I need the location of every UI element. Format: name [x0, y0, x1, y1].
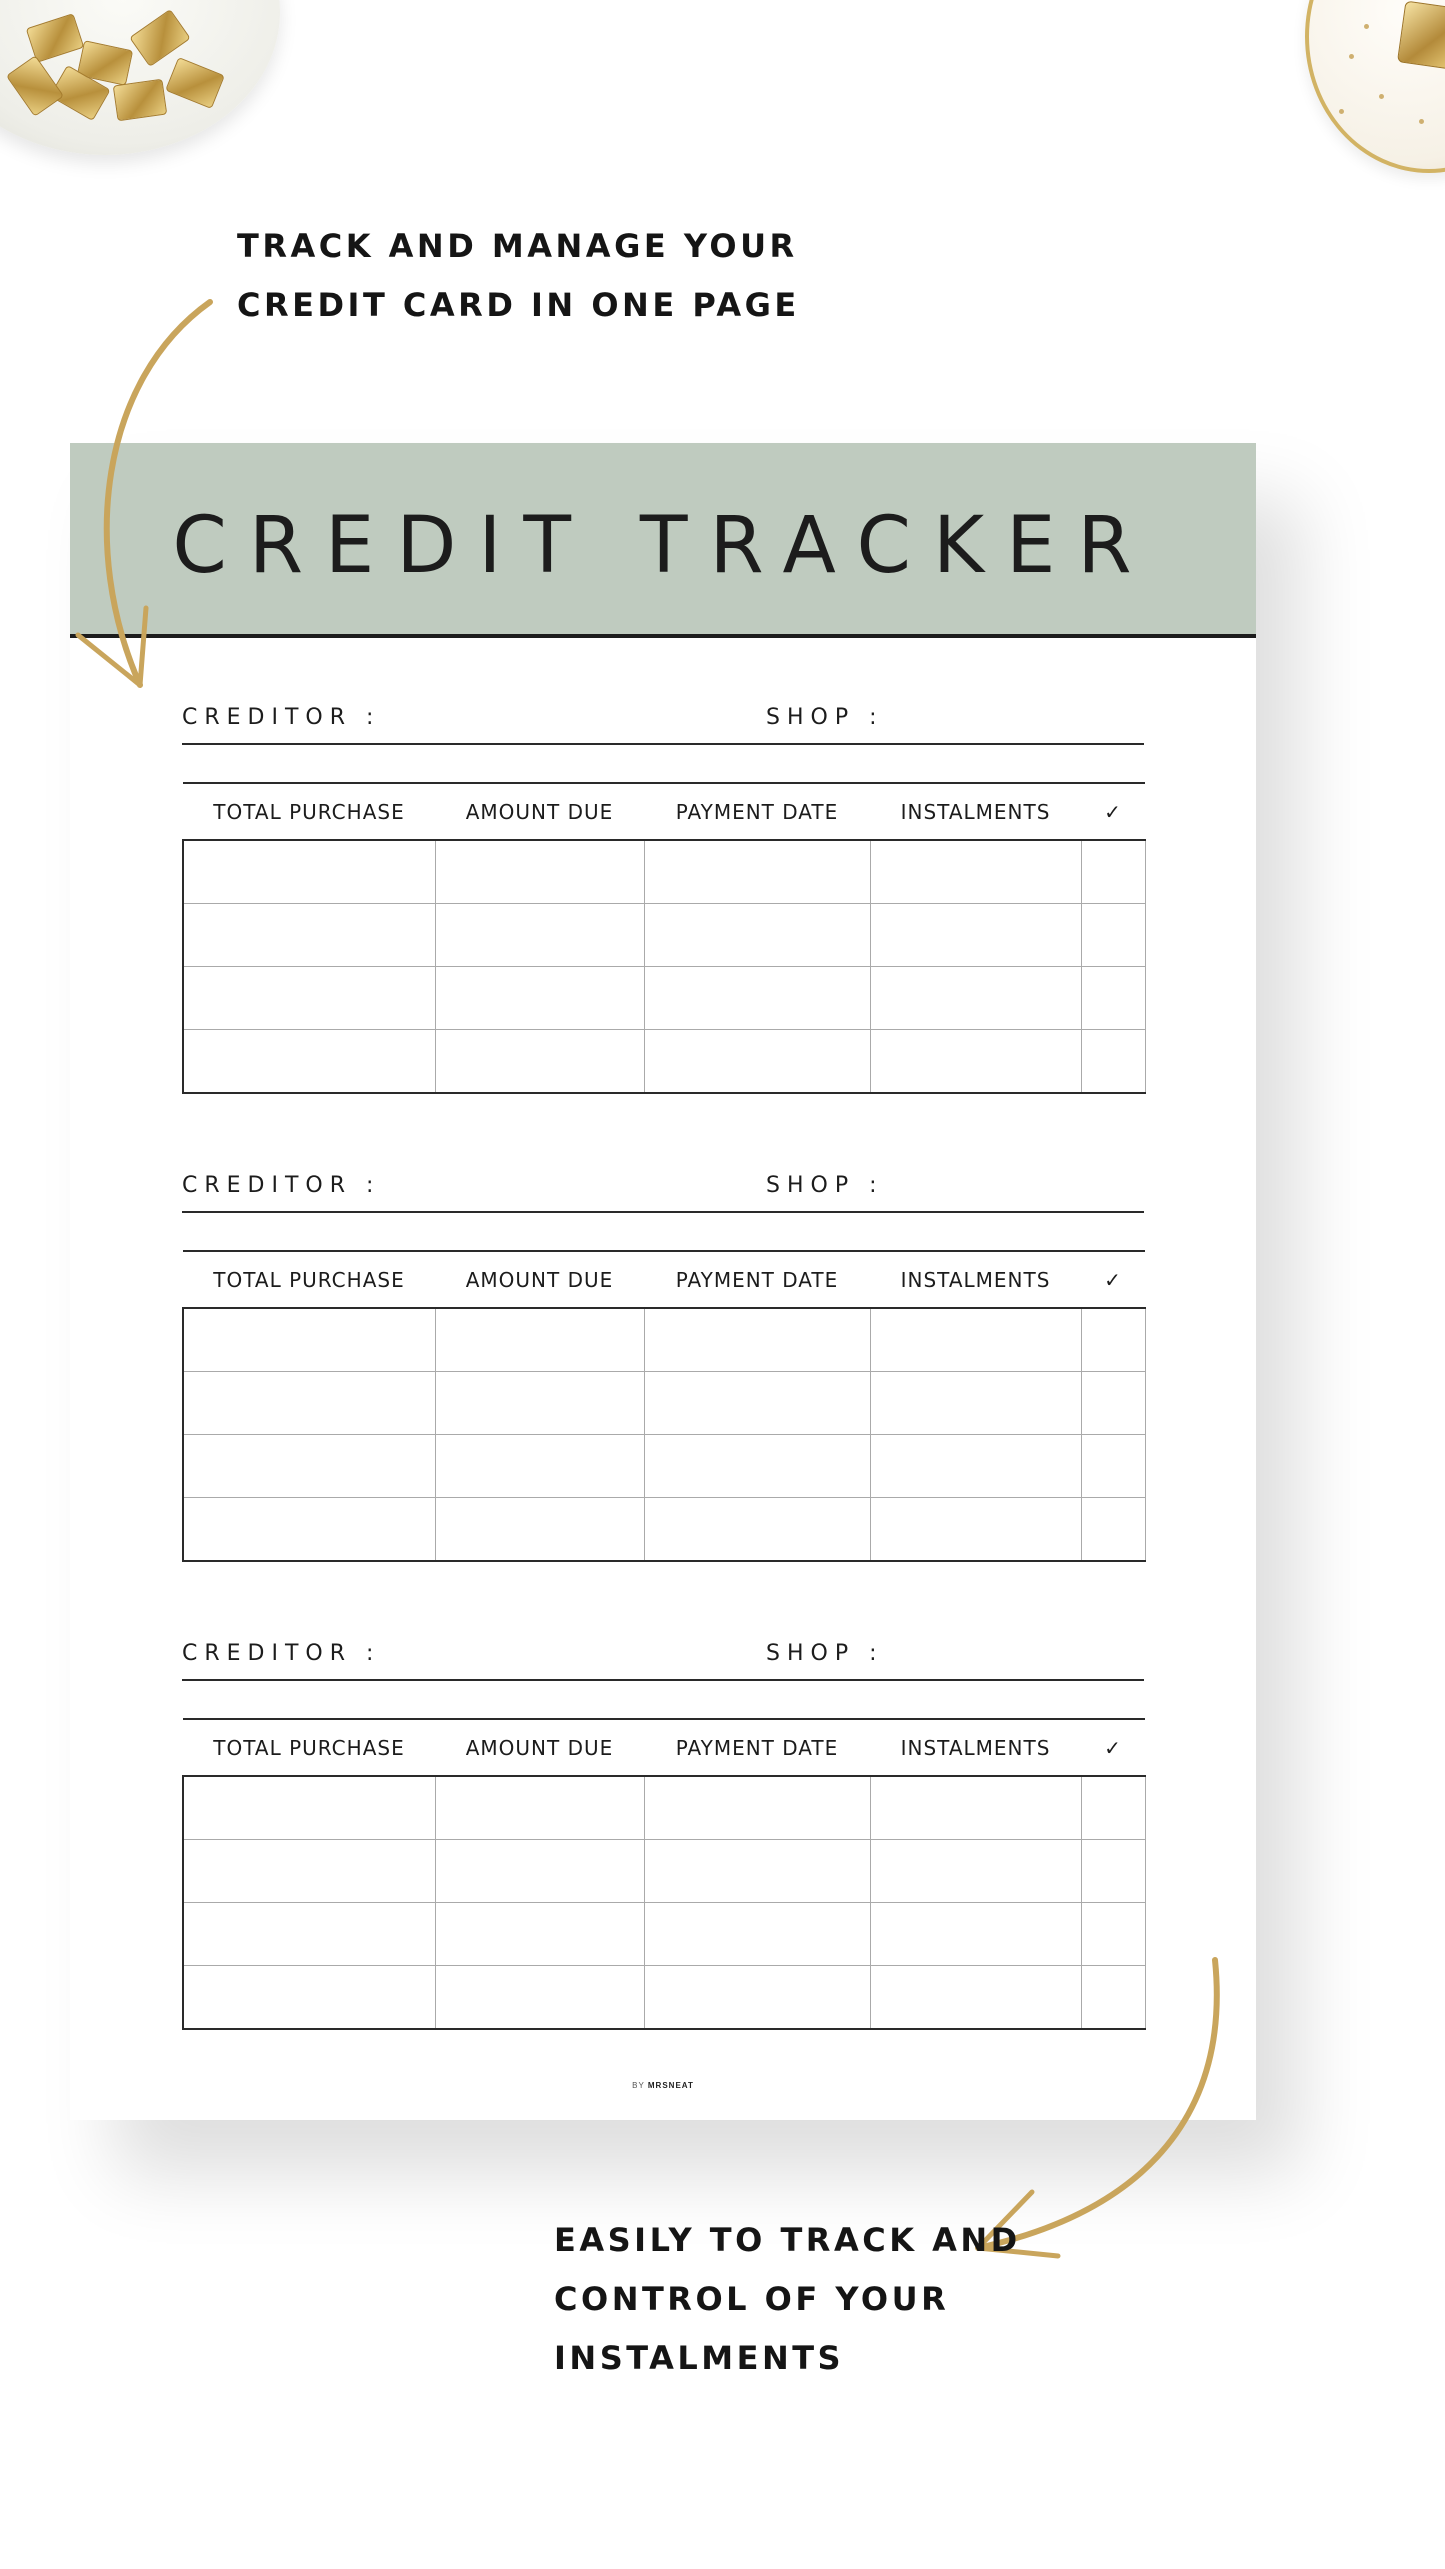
table-cell[interactable]	[435, 1498, 644, 1562]
table-cell[interactable]	[644, 1308, 870, 1372]
shop-label: SHOP :	[766, 705, 884, 730]
credit-table	[182, 782, 1146, 1094]
check-cell[interactable]	[1081, 1498, 1145, 1562]
table-cell[interactable]	[870, 840, 1081, 904]
creditor-label: CREDITOR :	[182, 1173, 381, 1198]
table-cell[interactable]	[870, 1435, 1081, 1498]
table-cell[interactable]	[870, 967, 1081, 1030]
table-cell[interactable]	[644, 1498, 870, 1562]
table-cell[interactable]	[644, 840, 870, 904]
check-cell[interactable]	[1081, 1372, 1145, 1435]
table-row	[183, 904, 1145, 967]
gold-dish-icon	[1305, 0, 1445, 173]
table-cell[interactable]	[435, 1840, 644, 1903]
creditor-line	[182, 1679, 1144, 1681]
column-header: TOTAL PURCHASE	[183, 1251, 435, 1308]
table-cell[interactable]	[435, 1308, 644, 1372]
column-header: AMOUNT DUE	[435, 783, 644, 840]
table-cell[interactable]	[183, 1308, 435, 1372]
top-caption	[237, 217, 800, 335]
table-cell[interactable]	[183, 1903, 435, 1966]
table-cell[interactable]	[183, 1840, 435, 1903]
title-band	[70, 443, 1256, 638]
checkmark-icon: ✓	[1081, 783, 1145, 840]
table-cell[interactable]	[644, 1372, 870, 1435]
check-cell[interactable]	[1081, 1435, 1145, 1498]
table-row	[183, 840, 1145, 904]
column-header: AMOUNT DUE	[435, 1719, 644, 1776]
table-cell[interactable]	[644, 1966, 870, 2030]
table-cell[interactable]	[183, 1966, 435, 2030]
table-cell[interactable]	[183, 1435, 435, 1498]
column-header: AMOUNT DUE	[435, 1251, 644, 1308]
table-cell[interactable]	[183, 967, 435, 1030]
table-cell[interactable]	[183, 840, 435, 904]
table-cell[interactable]	[183, 1372, 435, 1435]
table-cell[interactable]	[644, 1030, 870, 1094]
table-cell[interactable]	[183, 1498, 435, 1562]
table-cell[interactable]	[870, 1840, 1081, 1903]
table-row	[183, 1840, 1145, 1903]
creditor-label: CREDITOR :	[182, 1641, 381, 1666]
table-cell[interactable]	[183, 1776, 435, 1840]
page-title: CREDIT TRACKER	[172, 501, 1154, 591]
check-cell[interactable]	[1081, 1308, 1145, 1372]
table-cell[interactable]	[183, 904, 435, 967]
planner-sheet	[70, 443, 1256, 2120]
table-cell[interactable]	[435, 904, 644, 967]
column-header: INSTALMENTS	[870, 1251, 1081, 1308]
table-cell[interactable]	[644, 904, 870, 967]
column-header: INSTALMENTS	[870, 783, 1081, 840]
table-row	[183, 967, 1145, 1030]
table-cell[interactable]	[870, 1498, 1081, 1562]
table-cell[interactable]	[644, 1903, 870, 1966]
bottom-caption-line: INSTALMENTS	[554, 2339, 845, 2377]
check-cell[interactable]	[1081, 904, 1145, 967]
brand-name: MRSNEAT	[647, 2081, 694, 2090]
table-cell[interactable]	[644, 1435, 870, 1498]
table-cell[interactable]	[870, 1776, 1081, 1840]
column-header: PAYMENT DATE	[644, 783, 870, 840]
creditor-label: CREDITOR :	[182, 705, 381, 730]
brand-prefix: BY	[632, 2081, 645, 2090]
table-cell[interactable]	[870, 1030, 1081, 1094]
column-header: INSTALMENTS	[870, 1719, 1081, 1776]
bottom-caption-line: EASILY TO TRACK AND	[554, 2221, 1021, 2259]
table-cell[interactable]	[435, 1903, 644, 1966]
binder-clip-icon	[1397, 1, 1445, 70]
table-cell[interactable]	[435, 1776, 644, 1840]
table-cell[interactable]	[435, 967, 644, 1030]
column-header: TOTAL PURCHASE	[183, 783, 435, 840]
bottom-caption-line: CONTROL OF YOUR	[554, 2280, 950, 2318]
binder-clip-icon	[113, 79, 168, 122]
creditor-line	[182, 1211, 1144, 1213]
table-row	[183, 1308, 1145, 1372]
bottom-caption	[554, 2211, 1021, 2388]
table-cell[interactable]	[435, 840, 644, 904]
table-cell[interactable]	[644, 967, 870, 1030]
table-row	[183, 1435, 1145, 1498]
table-cell[interactable]	[435, 1966, 644, 2030]
column-header: PAYMENT DATE	[644, 1251, 870, 1308]
table-row	[183, 1372, 1145, 1435]
check-cell[interactable]	[1081, 1030, 1145, 1094]
credit-table	[182, 1250, 1146, 1562]
table-cell[interactable]	[870, 1372, 1081, 1435]
paper-clip-bowl-icon	[0, 0, 280, 155]
table-cell[interactable]	[183, 1030, 435, 1094]
binder-clip-icon	[165, 57, 225, 109]
checkmark-icon: ✓	[1081, 1251, 1145, 1308]
table-cell[interactable]	[435, 1372, 644, 1435]
top-caption-line: TRACK AND MANAGE YOUR	[237, 227, 798, 265]
check-cell[interactable]	[1081, 840, 1145, 904]
shop-label: SHOP :	[766, 1173, 884, 1198]
table-row	[183, 1498, 1145, 1562]
check-cell[interactable]	[1081, 967, 1145, 1030]
top-caption-line: CREDIT CARD IN ONE PAGE	[237, 286, 800, 324]
table-cell[interactable]	[644, 1776, 870, 1840]
table-row	[183, 1030, 1145, 1094]
table-cell[interactable]	[435, 1030, 644, 1094]
shop-label: SHOP :	[766, 1641, 884, 1666]
check-cell[interactable]	[1081, 1840, 1145, 1903]
table-cell[interactable]	[870, 1308, 1081, 1372]
column-header: TOTAL PURCHASE	[183, 1719, 435, 1776]
curved-arrow-icon	[60, 290, 240, 710]
table-row	[183, 1776, 1145, 1840]
creditor-line	[182, 743, 1144, 745]
check-cell[interactable]	[1081, 1776, 1145, 1840]
column-header: PAYMENT DATE	[644, 1719, 870, 1776]
table-cell[interactable]	[644, 1840, 870, 1903]
table-cell[interactable]	[435, 1435, 644, 1498]
checkmark-icon: ✓	[1081, 1719, 1145, 1776]
table-cell[interactable]	[870, 904, 1081, 967]
binder-clip-icon	[6, 55, 64, 117]
